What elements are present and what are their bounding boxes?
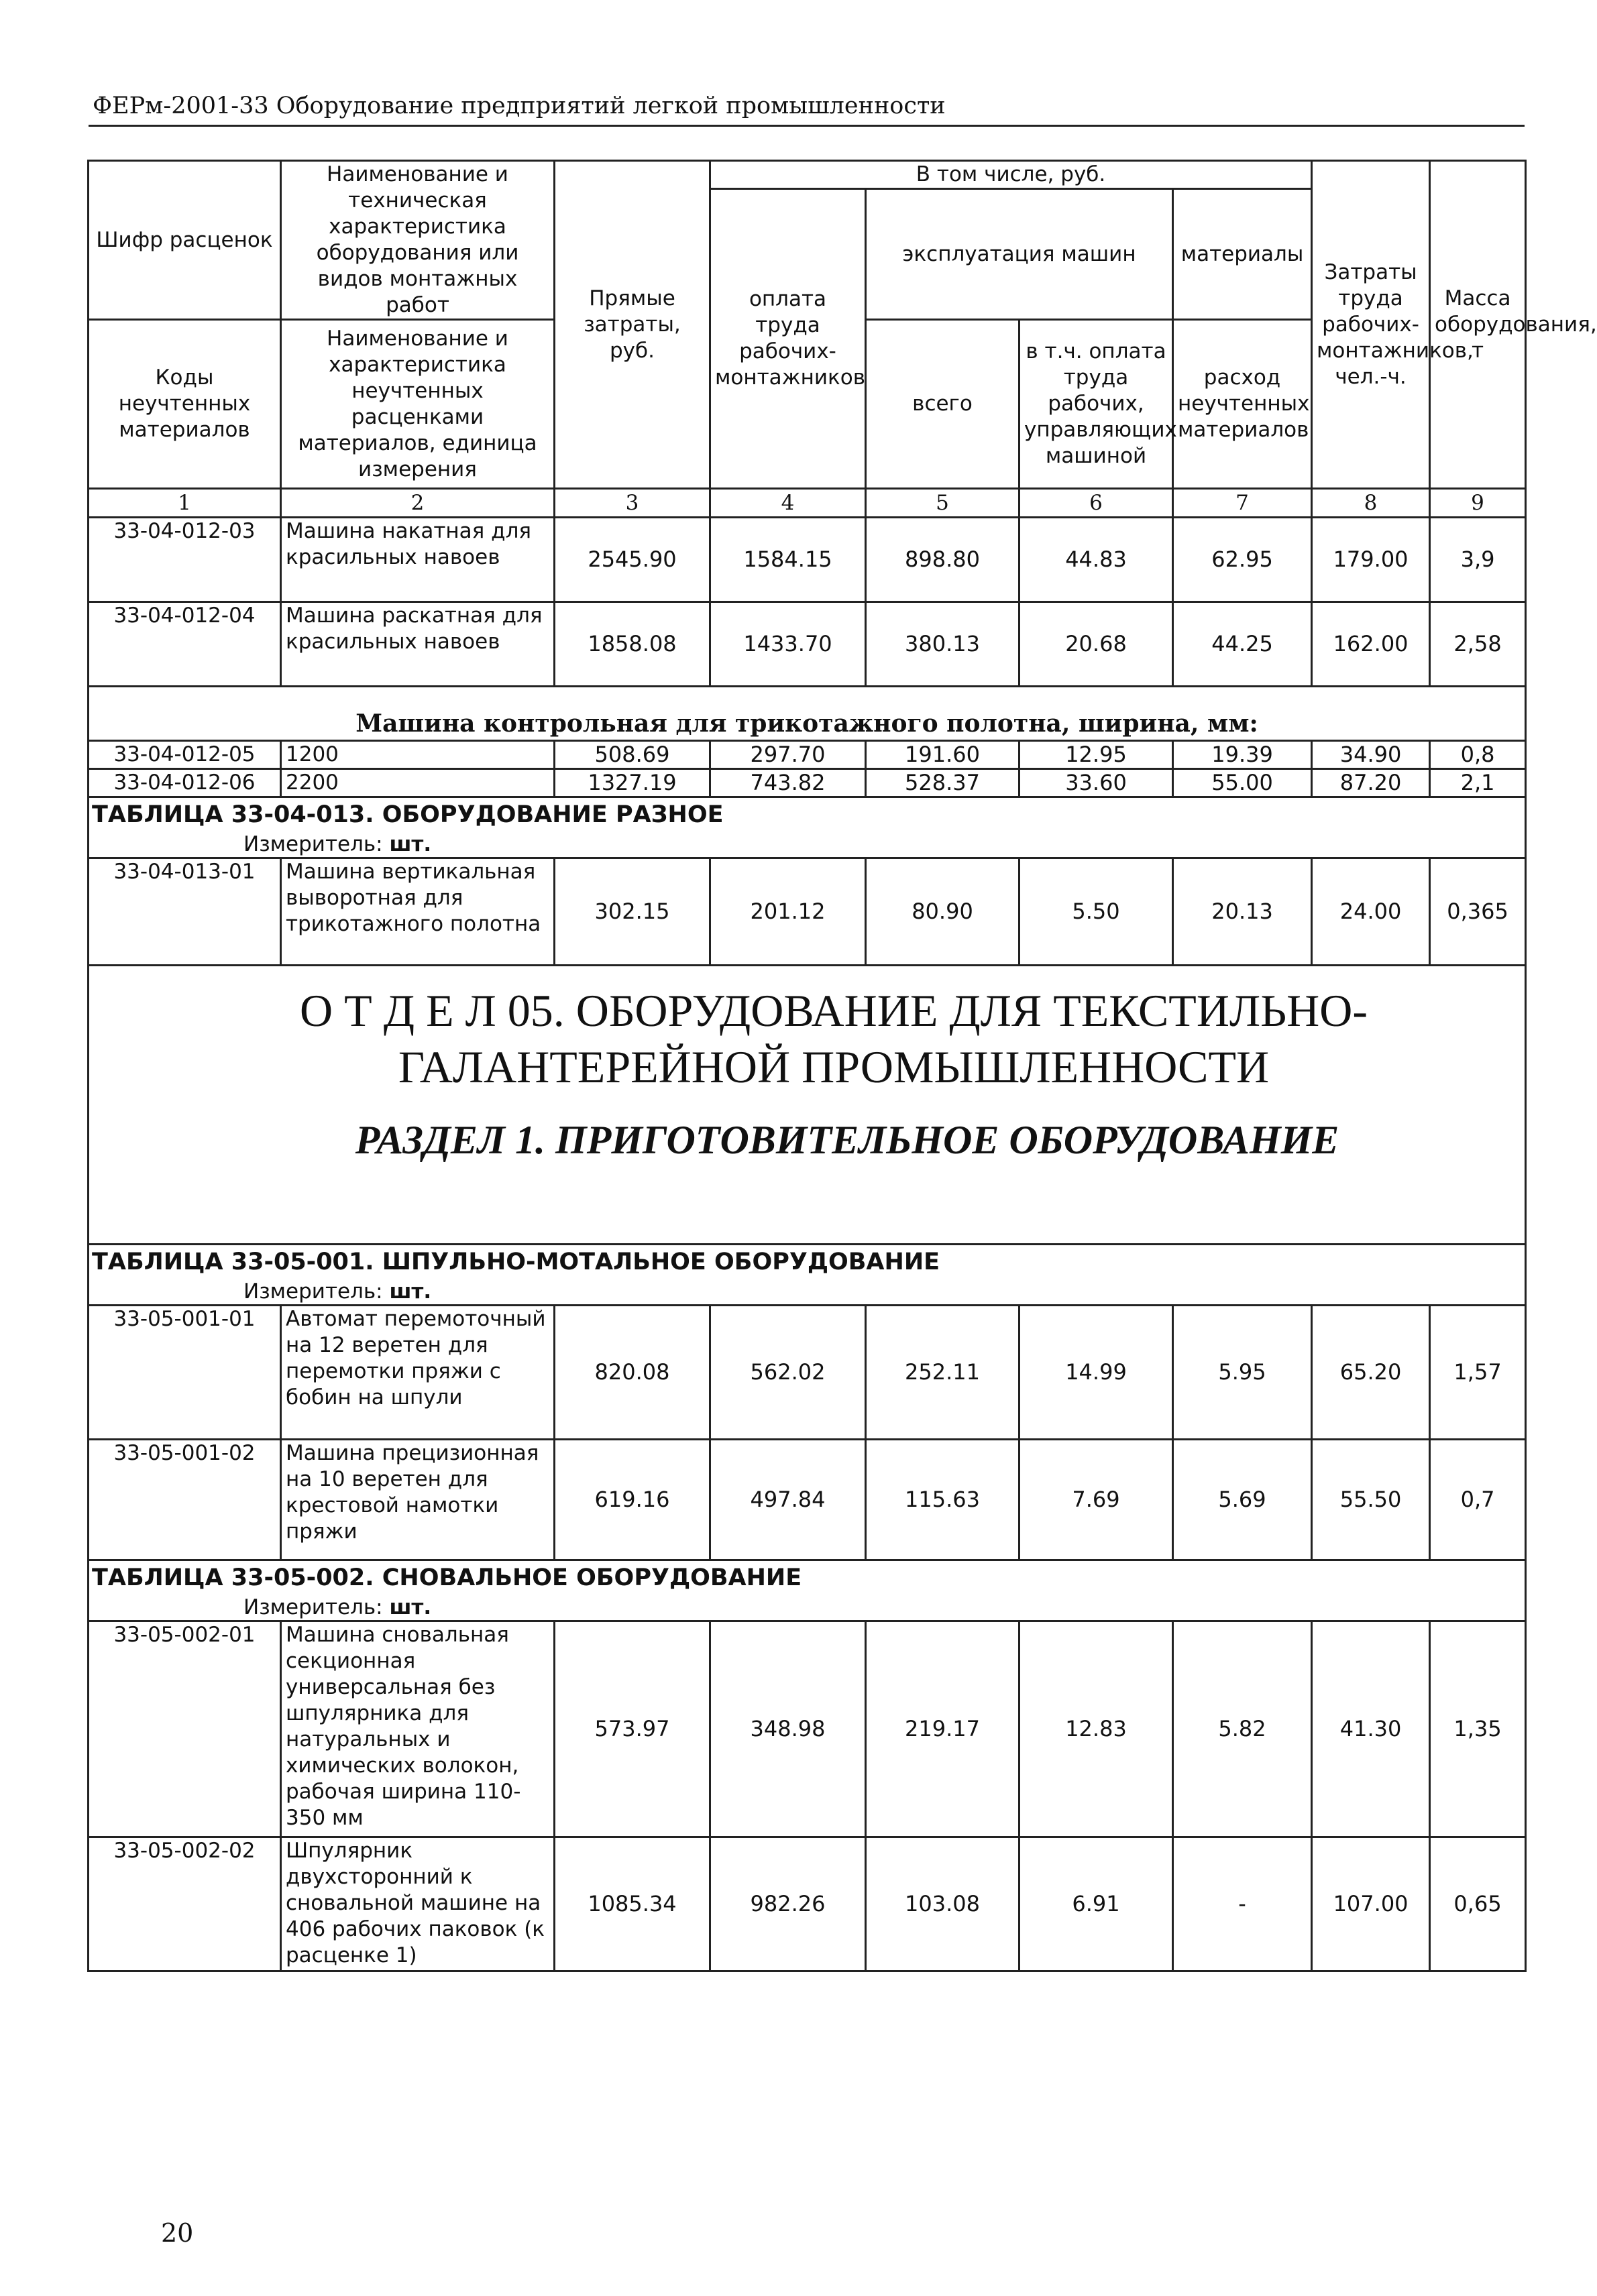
- mass-value: 0,365: [1430, 858, 1526, 966]
- table-title: ТАБЛИЦА 33-05-002. СНОВАЛЬНОЕ ОБОРУДОВАНИЕ: [89, 1560, 1526, 1595]
- table-title: ТАБЛИЦА 33-04-013. ОБОРУДОВАНИЕ РАЗНОЕ: [89, 797, 1526, 832]
- exploitation-total-value: 80.90: [866, 858, 1020, 966]
- direct-costs-value: 2545.90: [555, 518, 710, 602]
- page-number: 20: [161, 2218, 194, 2248]
- measure-label: Измеритель:: [243, 832, 383, 856]
- table-row: [89, 602, 1526, 687]
- mass-value: 0,7: [1430, 1440, 1526, 1560]
- direct-costs-value: 1085.34: [555, 1837, 710, 1971]
- mass-value: 0,8: [1430, 741, 1526, 769]
- column-number: 6: [1020, 489, 1173, 518]
- wages-value: 1433.70: [710, 602, 866, 687]
- table-row: [89, 1837, 1526, 1971]
- rate-name: Машина раскатная для красильных навоев: [281, 602, 555, 687]
- wages-value: 1584.15: [710, 518, 866, 602]
- wages-value: 562.02: [710, 1306, 866, 1440]
- wages-value: 348.98: [710, 1621, 866, 1837]
- column-number: 7: [1173, 489, 1312, 518]
- table-row: [89, 769, 1526, 797]
- exploitation-wages-value: 12.95: [1020, 741, 1173, 769]
- exploitation-wages-value: 33.60: [1020, 769, 1173, 797]
- wages-value: 201.12: [710, 858, 866, 966]
- measure-label: Измеритель:: [243, 1595, 383, 1619]
- exploitation-wages-value: 44.83: [1020, 518, 1173, 602]
- exploitation-wages-value: 5.50: [1020, 858, 1173, 966]
- rate-name: Машина сновальная секционная универсальная без шпулярника для натуральных и химических волокон, рабочая ширина 110-350 мм: [281, 1621, 555, 1837]
- mass-value: 1,35: [1430, 1621, 1526, 1837]
- rate-name: Шпулярник двухсторонний к сновальной машине на 406 рабочих паковок (к расценке 1): [281, 1837, 555, 1971]
- column-number: 4: [710, 489, 866, 518]
- rate-code: 33-05-001-02: [89, 1440, 281, 1560]
- measure-value: шт.: [389, 832, 432, 856]
- direct-costs-value: 1858.08: [555, 602, 710, 687]
- rate-name: 1200: [281, 741, 555, 769]
- header-exploitation-total: всего: [866, 320, 1020, 489]
- rate-code: 33-05-002-01: [89, 1621, 281, 1837]
- column-number: 3: [555, 489, 710, 518]
- exploitation-wages-value: 14.99: [1020, 1306, 1173, 1440]
- measure-value: шт.: [389, 1595, 432, 1619]
- table-row: [89, 518, 1526, 602]
- wages-value: 982.26: [710, 1837, 866, 1971]
- direct-costs-value: 1327.19: [555, 769, 710, 797]
- exploitation-total-value: 103.08: [866, 1837, 1020, 1971]
- otdel-title: О Т Д Е Л 05. ОБОРУДОВАНИЕ ДЛЯ ТЕКСТИЛЬНО-ГАЛАНТЕРЕЙНОЙ ПРОМЫШЛЕННОСТИ: [300, 985, 1368, 1092]
- materials-value: 19.39: [1173, 741, 1312, 769]
- mass-value: 3,9: [1430, 518, 1526, 602]
- razdel-title: РАЗДЕЛ 1. ПРИГОТОВИТЕЛЬНОЕ ОБОРУДОВАНИЕ: [355, 1118, 1339, 1162]
- labor-costs-value: 55.50: [1312, 1440, 1430, 1560]
- page-header: ФЕРм-2001-33 Оборудование предприятий легкой промышленности: [93, 93, 946, 119]
- section-title-row: [89, 1560, 1526, 1595]
- wages-value: 497.84: [710, 1440, 866, 1560]
- column-numbers-row: [89, 489, 1526, 518]
- section-heading: [89, 966, 1526, 1245]
- rate-name: Машина накатная для красильных навоев: [281, 518, 555, 602]
- measure-value: шт.: [389, 1279, 432, 1304]
- header-name: Наименование и техническая характеристика оборудования или видов монтажных работ: [281, 161, 555, 320]
- table-title: ТАБЛИЦА 33-05-001. ШПУЛЬНО-МОТАЛЬНОЕ ОБОРУДОВАНИЕ: [89, 1245, 1526, 1279]
- materials-value: 20.13: [1173, 858, 1312, 966]
- exploitation-total-value: 528.37: [866, 769, 1020, 797]
- mass-value: 0,65: [1430, 1837, 1526, 1971]
- table-header-row: [89, 161, 1526, 189]
- exploitation-wages-value: 12.83: [1020, 1621, 1173, 1837]
- table-row: [89, 858, 1526, 966]
- header-incl-group: В том числе, руб.: [710, 161, 1312, 189]
- rates-table: [87, 160, 1597, 1972]
- header-exploitation-wages: в т.ч. оплата труда рабочих, управляющих машиной: [1020, 320, 1173, 489]
- rate-code: 33-04-012-04: [89, 602, 281, 687]
- rate-name: Машина вертикальная выворотная для трикотажного полотна: [281, 858, 555, 966]
- measure-unit: [89, 1595, 1526, 1621]
- measure-row: [89, 1279, 1526, 1306]
- header-exploitation-group: эксплуатация машин: [866, 189, 1173, 320]
- materials-value: 5.95: [1173, 1306, 1312, 1440]
- rate-name: Машина прецизионная на 10 веретен для крестовой намотки пряжи: [281, 1440, 555, 1560]
- mass-value: 2,58: [1430, 602, 1526, 687]
- rate-code: 33-05-001-01: [89, 1306, 281, 1440]
- materials-value: 5.82: [1173, 1621, 1312, 1837]
- header-rule: [89, 125, 1525, 127]
- exploitation-wages-value: 6.91: [1020, 1837, 1173, 1971]
- measure-unit: [89, 831, 1526, 858]
- rate-name: 2200: [281, 769, 555, 797]
- materials-value: 5.69: [1173, 1440, 1312, 1560]
- header-labor-costs: Затраты труда рабочих-монтажников, чел.-ч.: [1312, 161, 1430, 489]
- section-heading-row: [89, 966, 1526, 1245]
- labor-costs-value: 24.00: [1312, 858, 1430, 966]
- exploitation-total-value: 191.60: [866, 741, 1020, 769]
- header-code: Шифр расценок: [89, 161, 281, 320]
- column-number: 5: [866, 489, 1020, 518]
- labor-costs-value: 65.20: [1312, 1306, 1430, 1440]
- rate-code: 33-04-012-06: [89, 769, 281, 797]
- column-number: 2: [281, 489, 555, 518]
- labor-costs-value: 162.00: [1312, 602, 1430, 687]
- rates-table-frame: [87, 160, 1597, 1967]
- table-row: [89, 1440, 1526, 1560]
- header-direct-costs: Прямые затраты, руб.: [555, 161, 710, 489]
- rate-name: Автомат перемоточный на 12 веретен для перемотки пряжи с бобин на шпули: [281, 1306, 555, 1440]
- exploitation-wages-value: 20.68: [1020, 602, 1173, 687]
- header-codes-unaccounted: Коды неучтенных материалов: [89, 320, 281, 489]
- labor-costs-value: 41.30: [1312, 1621, 1430, 1837]
- section-title-row: [89, 1245, 1526, 1279]
- table-row: [89, 741, 1526, 769]
- direct-costs-value: 302.15: [555, 858, 710, 966]
- rate-code: 33-05-002-02: [89, 1837, 281, 1971]
- rate-code: 33-04-013-01: [89, 858, 281, 966]
- table-row: [89, 1621, 1526, 1837]
- measure-row: [89, 831, 1526, 858]
- group-heading: Машина контрольная для трикотажного полотна, ширина, мм:: [89, 687, 1526, 741]
- header-materials-group: материалы: [1173, 189, 1312, 320]
- measure-row: [89, 1595, 1526, 1621]
- exploitation-total-value: 380.13: [866, 602, 1020, 687]
- exploitation-total-value: 115.63: [866, 1440, 1020, 1560]
- header-wages: оплата труда рабочих-монтажников: [710, 189, 866, 489]
- column-number: 8: [1312, 489, 1430, 518]
- column-number: 9: [1430, 489, 1526, 518]
- table-row: [89, 1306, 1526, 1440]
- column-number: 1: [89, 489, 281, 518]
- direct-costs-value: 619.16: [555, 1440, 710, 1560]
- exploitation-total-value: 252.11: [866, 1306, 1020, 1440]
- materials-value: 55.00: [1173, 769, 1312, 797]
- exploitation-total-value: 898.80: [866, 518, 1020, 602]
- section-title-row: [89, 797, 1526, 832]
- direct-costs-value: 820.08: [555, 1306, 710, 1440]
- header-mass: Масса оборудования, т: [1430, 161, 1526, 489]
- measure-unit: [89, 1279, 1526, 1306]
- group-heading-row: [89, 687, 1526, 741]
- materials-value: 44.25: [1173, 602, 1312, 687]
- labor-costs-value: 179.00: [1312, 518, 1430, 602]
- measure-label: Измеритель:: [243, 1279, 383, 1304]
- header-materials-unaccounted: расход неучтенных материалов: [1173, 320, 1312, 489]
- materials-value: -: [1173, 1837, 1312, 1971]
- rate-code: 33-04-012-05: [89, 741, 281, 769]
- direct-costs-value: 573.97: [555, 1621, 710, 1837]
- wages-value: 743.82: [710, 769, 866, 797]
- mass-value: 2,1: [1430, 769, 1526, 797]
- rate-code: 33-04-012-03: [89, 518, 281, 602]
- labor-costs-value: 34.90: [1312, 741, 1430, 769]
- exploitation-wages-value: 7.69: [1020, 1440, 1173, 1560]
- mass-value: 1,57: [1430, 1306, 1526, 1440]
- labor-costs-value: 107.00: [1312, 1837, 1430, 1971]
- header-name-unaccounted: Наименование и характеристика неучтенных расценками материалов, единица измерения: [281, 320, 555, 489]
- direct-costs-value: 508.69: [555, 741, 710, 769]
- labor-costs-value: 87.20: [1312, 769, 1430, 797]
- wages-value: 297.70: [710, 741, 866, 769]
- exploitation-total-value: 219.17: [866, 1621, 1020, 1837]
- materials-value: 62.95: [1173, 518, 1312, 602]
